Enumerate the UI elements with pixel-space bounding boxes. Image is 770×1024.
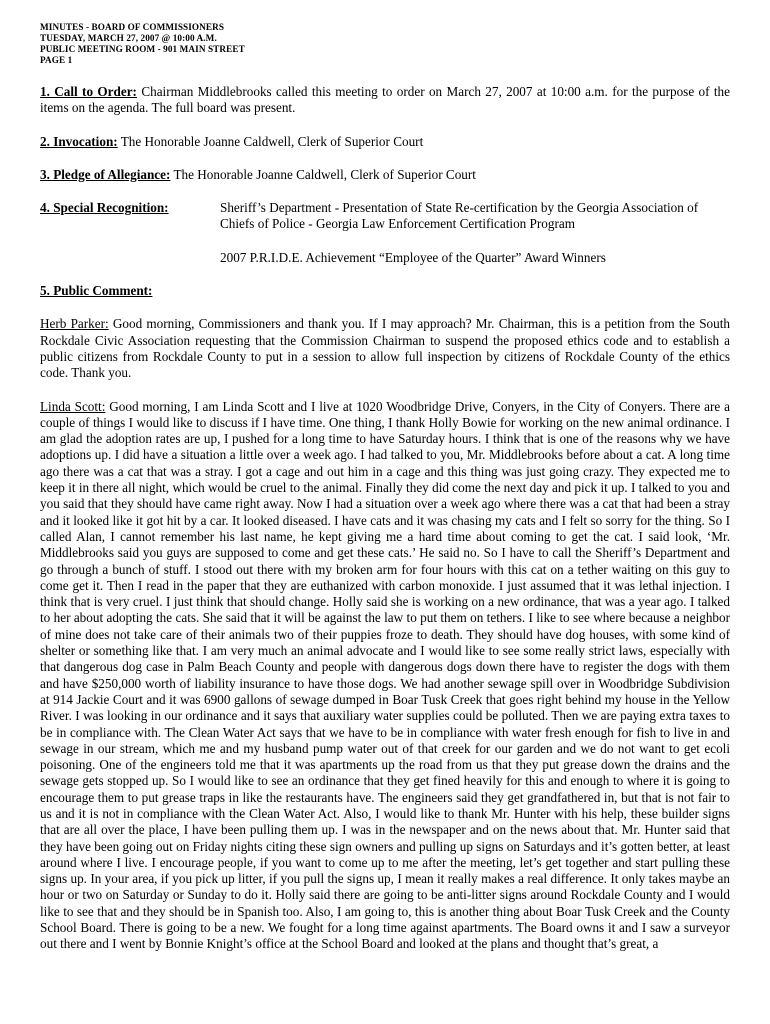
public-comment-section xyxy=(40,283,730,299)
recognition-item: Sheriff’s Department - Presentation of State Re-certification by the Georgia Association of Chiefs of Police - Georgia Law Enforcement Certification Program xyxy=(220,200,699,232)
invocation-section xyxy=(40,134,730,150)
pledge-text: The Honorable Joanne Caldwell, Clerk of Superior Court xyxy=(170,166,476,182)
speaker-name: Herb Parker: xyxy=(40,316,109,332)
header-title: MINUTES - BOARD OF COMMISSIONERS xyxy=(40,22,225,32)
call-to-order-heading: 1. Call to Order: xyxy=(40,84,137,99)
recognition-item: 2007 P.R.I.D.E. Achievement “Employee of the Quarter” Award Winners xyxy=(220,249,606,265)
pledge-section xyxy=(40,167,730,183)
public-comment-heading: 5. Public Comment: xyxy=(40,283,153,299)
minutes-header xyxy=(40,22,730,66)
special-recognition-section xyxy=(40,200,730,266)
invocation-text: The Honorable Joanne Caldwell, Clerk of Superior Court xyxy=(117,133,424,149)
header-location: PUBLIC MEETING ROOM - 901 MAIN STREET xyxy=(40,44,245,54)
public-comment-paragraph xyxy=(40,399,730,953)
speaker-name: Linda Scott: xyxy=(40,398,106,414)
special-recognition-heading: 4. Special Recognition: xyxy=(40,200,169,216)
comment-text: Good morning, Commissioners and thank you. If I may approach? Mr. Chairman, this is a petition from the South Rockdale Civic Association requesting that the Commission Chairman to suspend the proposed ethics code and to establish a public citizens from Rockdale County to put in a session to allow full inspection by citizens of Rockdale County of the ethics code. Thank you. xyxy=(40,316,730,381)
special-recognition-items xyxy=(220,200,730,266)
pledge-heading: 3. Pledge of Allegiance: xyxy=(40,166,171,182)
comment-text: Good morning, I am Linda Scott and I live at 1020 Woodbridge Drive, Conyers, in the City of Conyers. There are a couple of things I would like to discuss if I have time. One thing, I thank Holly Bowie for working on the new animal ordinance. I am glad the adoption rates are up, I pushed for a long time to have Saturday hours. I think that is one of the reasons why we have adoptions up. I did have a situation a little over a week ago. I had talked to you, Mr. Middlebrooks before about a cat. A long time ago there was a cat that was a stray. I got a cage and out him in a cage and this thing was just going crazy. They expected me to keep it in there all night, which would be cruel to the animal. Finally they did come the next day and pick it up. I talked to you and you said that they should have came right away. Now I had a situation over a week ago where there was a cat that had been a stray and it looked like it got hit by a car. It looked diseased. I have cats and it was chasing my cats and I felt so sorry for the thing. So I called Alan, I cannot remember his last name, he kept giving me a hard time about coming to get the cat. I said look, ‘Mr. Middlebrooks said you guys are supposed to come and get these cats.’ He said no. So I have to call the Sheriff’s Department and go through a bunch of stuff. I stood out there with my broken arm for four hours with this cat on a tether waiting on this guy to come get it. Then I read in the paper that they are euthanized with carbon monoxide. I just assumed that it was lethal injection. I think that is very cruel. I just think that should change. Holly said she is working on a new ordinance, that was a year ago. I talked to her about adopting the cats. She said that it will be against the law to put them on tethers. I like to see where because a neighbor of mine does not take care of their animals two of their puppies froze to death. They should have dog houses, with some kind of shelter or something like that. I am very much an animal advocate and I would like to see some really strict laws, especially with that dangerous dog case in Palm Beach County and people with dangerous dogs down there have to register the dogs with them and have $250,000 worth of liability insurance to have those dogs. We had another sewage spill over in Woodbridge Subdivision at 914 Jackie Court and it was 6900 gallons of sewage dumped in Boar Tusk Creek that goes right behind my house in the Yellow River. I was looking in our ordinance and it says that auxiliary water supplies could be polluted. Then we are paying extra taxes to be in compliance with. The Clean Water Act says that we have to be in compliance with water fresh enough for fish to live in and sewage in our stream, which me and my husband pump water out of that creek for our garden and we do not want to get ecoli poisoning. One of the engineers told me that it was apartments up the road from us that they put grease down the drains and the sewage gets stopped up. So I would like to see an ordinance that they get fined heavily for this and enough to where it is going to encourage them to put grease traps in like the restaurants have. The engineers said they get grandfathered in, but that is not fair to us and it is not in compliance with the Clean Water Act. Also, I would like to thank Mr. Hunter with his help, these builder signs that are all over the place, I have been pulling them up. I was in the newspaper and on the news about that. Mr. Hunter said that they have been going out on Friday nights citing these sign owners and pulling up signs on Saturdays and it’s gotten better, at least around where I live. I encourage people, if you want to come up to me after the meeting, let’s get together and start pulling these signs up. In your area, if you pick up litter, if you pull the signs up, I mean it really makes a real difference. It only takes maybe an hour or two on Saturday or Sunday to do it. Holly said there are going to be anti-litter signs around Rockdale County and I would like to see that and they should be in Spanish too. Also, I am going to, this is another thing about Boar Tusk Creek and the County School Board. There is going to be a new. We fought for a long time against apartments. The Board owns it and I saw a surveyor out there and I went by Bonnie Knight’s office at the School Board and looked at the plans and thought that’s great, a xyxy=(40,398,730,952)
invocation-heading: 2. Invocation: xyxy=(40,133,118,149)
public-comment-paragraph xyxy=(40,316,730,381)
header-page-number: PAGE 1 xyxy=(40,55,73,65)
call-to-order-section xyxy=(40,84,730,117)
call-to-order-text: Chairman Middlebrooks called this meeting to order on March 27, 2007 at 10:00 a.m. for the purpose of the items on the agenda. The full board was present. xyxy=(40,84,730,116)
header-date: TUESDAY, MARCH 27, 2007 @ 10:00 A.M. xyxy=(40,33,217,43)
